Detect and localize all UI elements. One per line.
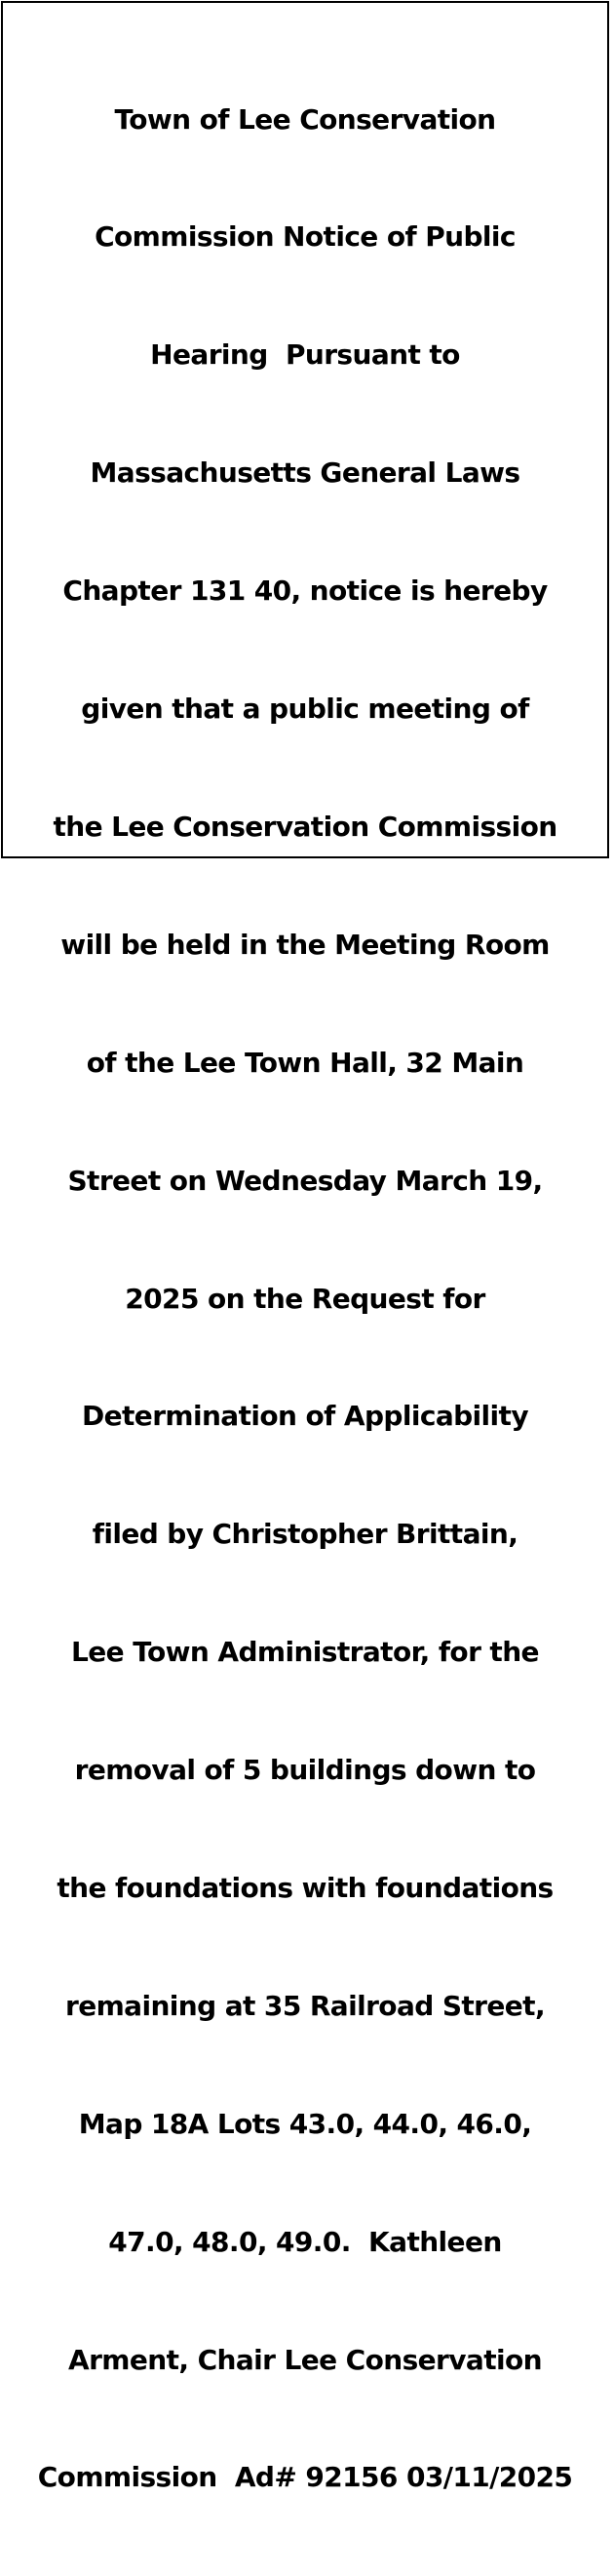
notice-line: 47.0, 48.0, 49.0. Kathleen: [108, 2225, 502, 2258]
notice-text: [3, 21, 607, 2576]
notice-line: Town of Lee Conservation: [114, 102, 496, 136]
notice-line: filed by Christopher Brittain,: [92, 1518, 518, 1551]
notice-line: Arment, Chair Lee Conservation: [68, 2343, 542, 2376]
notice-line: Hearing Pursuant to: [150, 338, 460, 372]
notice-line: will be held in the Meeting Room: [60, 928, 550, 961]
notice-line: Commission Notice of Public: [95, 220, 516, 254]
legal-notice: [1, 1, 609, 2494]
notice-line: Massachusetts General Laws: [90, 456, 520, 490]
notice-line: Street on Wednesday March 19,: [67, 1164, 543, 1197]
notice-line: Map 18A Lots 43.0, 44.0, 46.0,: [78, 2107, 532, 2140]
notice-line: of the Lee Town Hall, 32 Main: [86, 1046, 524, 1079]
notice-line: 2025 on the Request for: [125, 1282, 485, 1315]
notice-line: the foundations with foundations: [57, 1871, 554, 1904]
notice-line: remaining at 35 Railroad Street,: [64, 1989, 545, 2022]
notice-line: Lee Town Administrator, for the: [71, 1636, 539, 1669]
notice-line: removal of 5 buildings down to: [74, 1754, 536, 1787]
notice-line: the Lee Conservation Commission: [53, 810, 557, 843]
notice-line: Chapter 131 40, notice is hereby: [62, 575, 548, 608]
notice-line: Determination of Applicability: [81, 1400, 528, 1433]
notice-line: given that a public meeting of: [81, 693, 529, 726]
notice-line: Commission Ad# 92156 03/11/2025: [37, 2461, 573, 2494]
